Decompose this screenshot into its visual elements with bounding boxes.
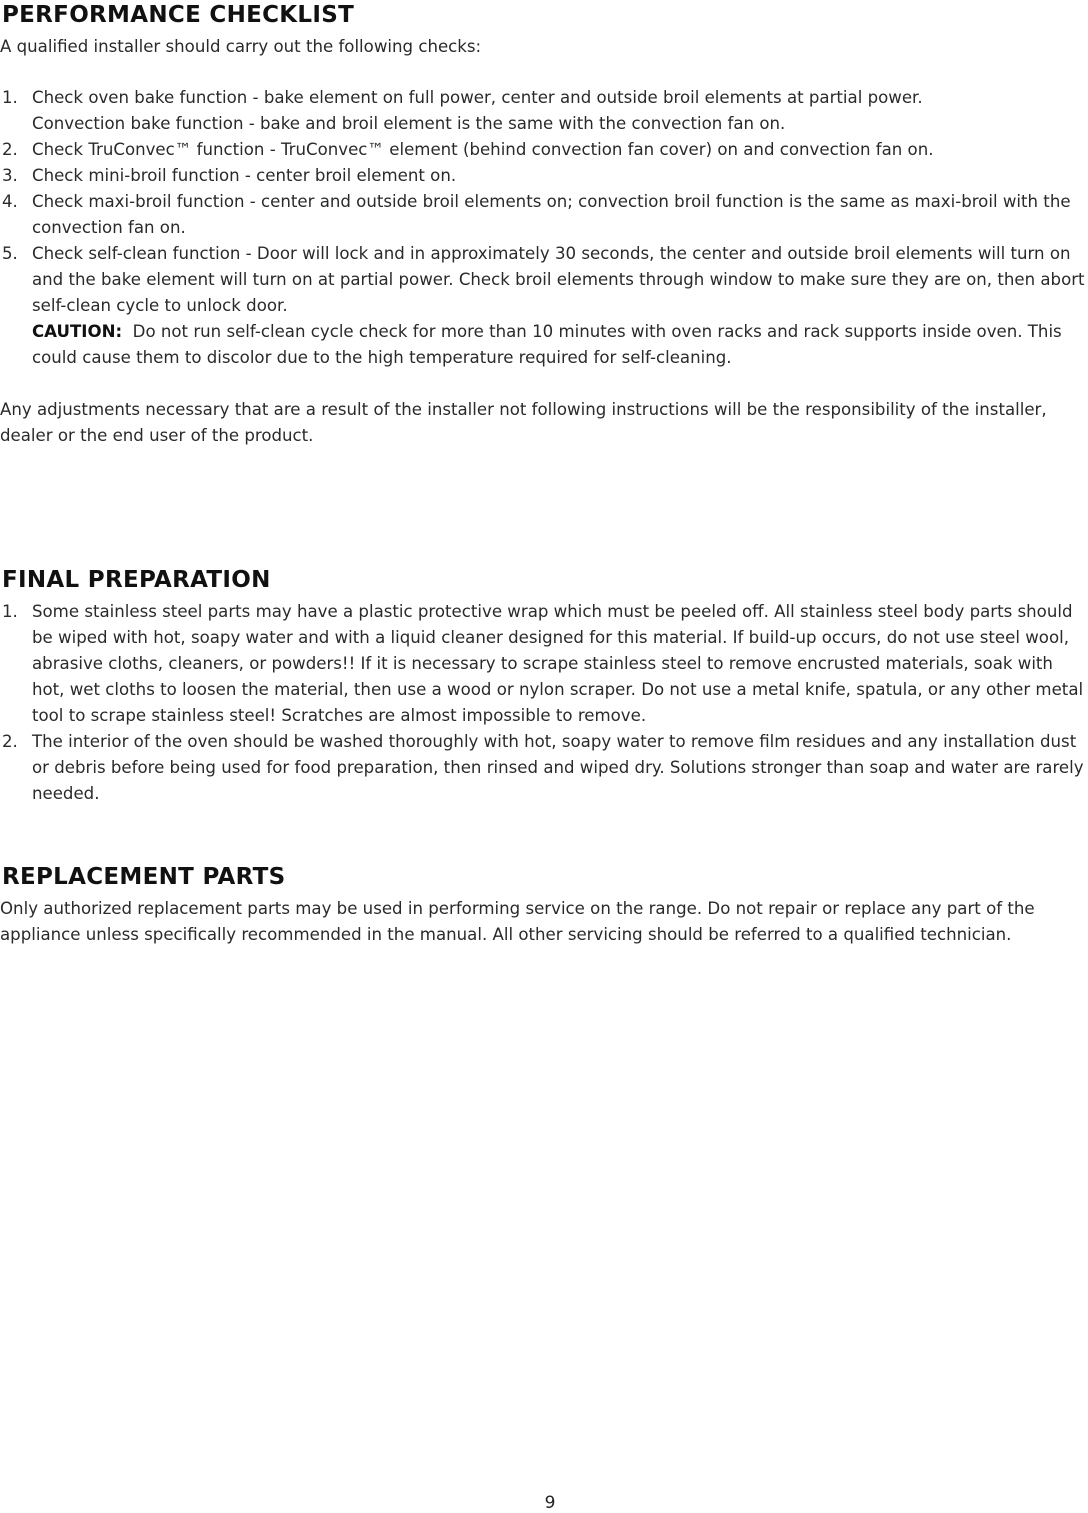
list-item-text: Check TruConvec™ function - TruConvec™ element (behind convection fan cover) on and convection fan on. bbox=[32, 140, 934, 159]
list-item bbox=[0, 85, 1088, 137]
list-item-number: 2. bbox=[2, 732, 18, 751]
list-item bbox=[0, 241, 1088, 371]
final-preparation-list bbox=[0, 599, 1088, 807]
replacement-parts-heading: REPLACEMENT PARTS bbox=[2, 864, 286, 890]
list-item bbox=[0, 599, 1088, 729]
caution-label: CAUTION: bbox=[32, 322, 123, 341]
list-item-number: 4. bbox=[2, 192, 18, 211]
performance-checklist-list bbox=[0, 85, 1088, 371]
list-item-subtext: Convection bake function - bake and broil element is the same with the convection fan on. bbox=[32, 114, 786, 133]
page-number: 9 bbox=[544, 1493, 556, 1513]
performance-intro: A qualified installer should carry out the following checks: bbox=[0, 37, 482, 56]
list-item-number: 2. bbox=[2, 140, 18, 159]
performance-checklist-heading: PERFORMANCE CHECKLIST bbox=[2, 2, 355, 28]
performance-closing: Any adjustments necessary that are a result of the installer not following instructions will be the responsibility of the installer, dealer or the end user of the product. bbox=[0, 400, 1047, 445]
list-item-text: Some stainless steel parts may have a plastic protective wrap which must be peeled off. All stainless steel body parts should be wiped with hot, soapy water and with a liquid cleaner designed for this material. If build-up occurs, do not use steel wool, abrasive cloths, cleaners, or powders!! If it is necessary to scrape stainless steel to remove encrusted materials, soak with hot, wet cloths to loosen the material, then use a wood or nylon scraper. Do not use a metal knife, spatula, or any other metal tool to scrape stainless steel! Scratches are almost impossible to remove. bbox=[32, 602, 1084, 725]
caution-note bbox=[32, 319, 1088, 371]
list-item bbox=[0, 729, 1088, 807]
list-item-number: 1. bbox=[2, 602, 18, 621]
list-item-text: Check mini-broil function - center broil element on. bbox=[32, 166, 457, 185]
list-item-number: 5. bbox=[2, 244, 18, 263]
list-item-number: 3. bbox=[2, 166, 18, 185]
caution-text: Do not run self-clean cycle check for more than 10 minutes with oven racks and rack supports inside oven. This could cause them to discolor due to the high temperature required for self-cleaning. bbox=[32, 322, 1062, 367]
list-item bbox=[0, 137, 1088, 163]
list-item-text: Check maxi-broil function - center and outside broil elements on; convection broil function is the same as maxi-broil with the convection fan on. bbox=[32, 192, 1071, 237]
final-preparation-heading: FINAL PREPARATION bbox=[2, 567, 271, 593]
list-item-text: Check oven bake function - bake element on full power, center and outside broil elements at partial power. bbox=[32, 88, 923, 107]
list-item-text: The interior of the oven should be washed thoroughly with hot, soapy water to remove film residues and any installation dust or debris before being used for food preparation, then rinsed and wiped dry. Solutions stronger than soap and water are rarely needed. bbox=[32, 732, 1084, 803]
list-item bbox=[0, 163, 1088, 189]
replacement-parts-text: Only authorized replacement parts may be used in performing service on the range. Do not repair or replace any part of the appliance unless specifically recommended in the manual. All other servicing should be referred to a qualified technician. bbox=[0, 899, 1035, 944]
list-item bbox=[0, 189, 1088, 241]
list-item-number: 1. bbox=[2, 88, 18, 107]
list-item-text: Check self-clean function - Door will lock and in approximately 30 seconds, the center and outside broil elements will turn on and the bake element will turn on at partial power. Check broil elements through window to make sure they are on, then abort self-clean cycle to unlock door. bbox=[32, 244, 1085, 315]
